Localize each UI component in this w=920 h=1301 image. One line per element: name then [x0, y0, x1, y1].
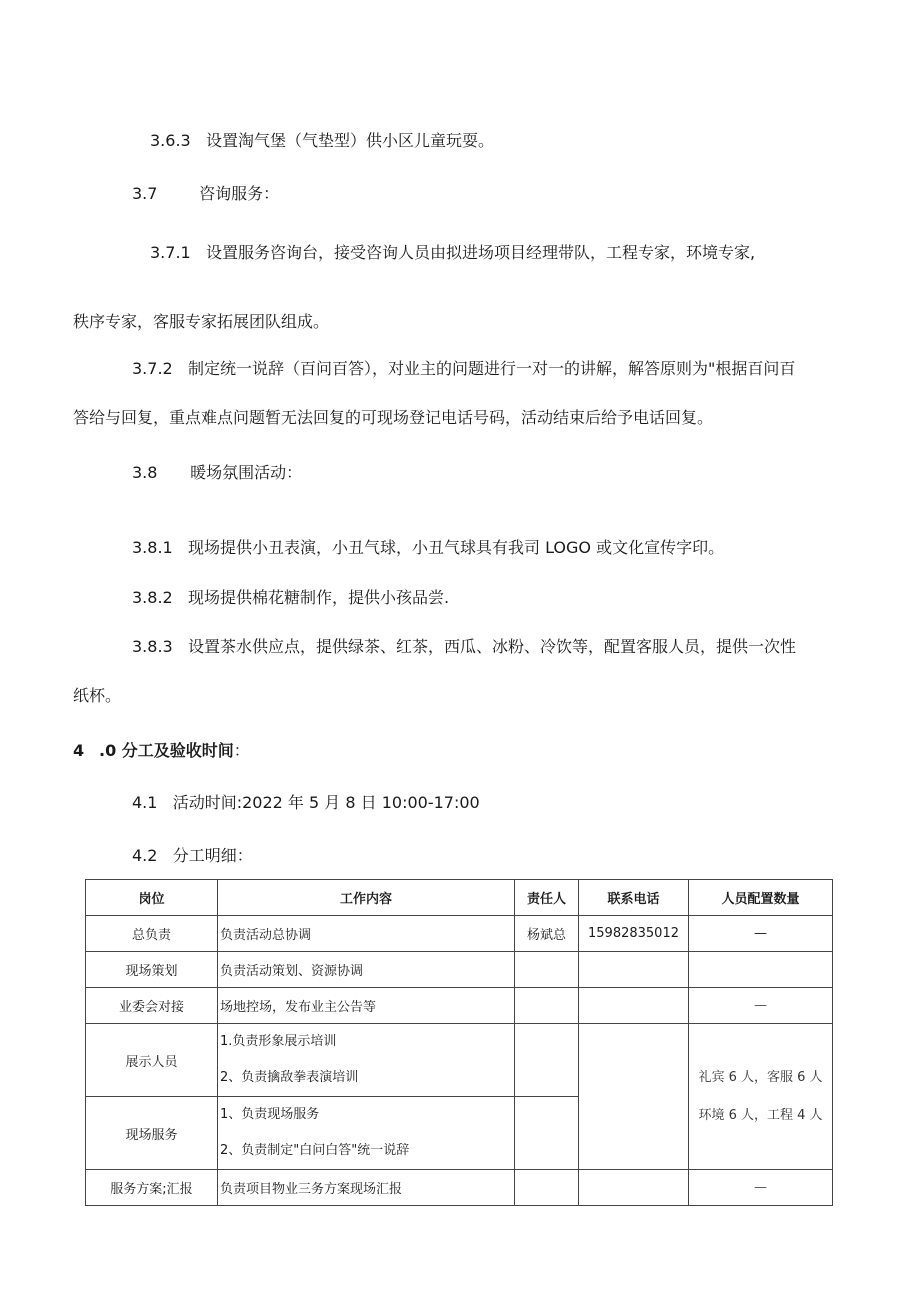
cell-person: 杨斌总	[515, 916, 579, 952]
section-number: 3.8.3	[132, 637, 173, 656]
header-phone: 联系电话	[579, 880, 689, 916]
cell-person	[515, 1170, 579, 1206]
paragraph-3-7-1	[150, 242, 755, 264]
cell-person	[515, 952, 579, 988]
paragraph-3-7-1-continued: 秩序专家，客服专家拓展团队组成。	[73, 312, 330, 331]
paragraph-text: 设置淘气堡（气垫型）供小区儿童玩耍。	[205, 131, 494, 150]
paragraph-text: 咨询服务：	[199, 184, 280, 203]
section-number: 4.1	[132, 793, 158, 812]
cell-content	[218, 1097, 515, 1170]
division-of-labor-table	[85, 879, 833, 1206]
paragraph-3-8-2	[132, 587, 449, 609]
header-content: 工作内容	[218, 880, 515, 916]
section-number: 3.8.1	[132, 538, 173, 557]
cell-role: 服务方案;汇报	[86, 1170, 218, 1206]
count-line: 环境 6 人，工程 4 人	[698, 1107, 823, 1123]
paragraph-3-7-2	[132, 358, 795, 380]
paragraph-4-2	[132, 845, 253, 867]
table-row	[86, 916, 833, 952]
section-number: 3.7.2	[132, 359, 173, 378]
section-heading-4-0	[73, 740, 250, 762]
paragraph-3-7-2-continued: 答给与回复，重点难点问题暂无法回复的可现场登记电话号码，活动结束后给予电话回复。	[73, 408, 714, 427]
cell-role: 现场服务	[86, 1097, 218, 1170]
content-line: 1、负责现场服务	[220, 1107, 320, 1122]
paragraph-4-1	[132, 792, 480, 814]
content-line: 1.负责形象展示培训	[220, 1034, 337, 1049]
section-number: 3.7.1	[150, 243, 191, 262]
table-header-row	[86, 880, 833, 916]
content-line: 2、负责擒敌拳表演培训	[220, 1070, 359, 1085]
cell-role: 总负责	[86, 916, 218, 952]
paragraph-text: 活动时间:2022 年 5 月 8 日 10:00-17:00	[172, 793, 480, 812]
header-role: 岗位	[86, 880, 218, 916]
paragraph-text: 设置服务咨询台，接受咨询人员由拟进场项目经理带队，工程专家，环境专家,	[205, 243, 756, 262]
table-row	[86, 1024, 833, 1097]
paragraph-text: 现场提供棉花糖制作，提供小孩品尝.	[187, 588, 450, 607]
content-line: 2、负责制定"白问白答"统一说辞	[220, 1143, 410, 1158]
cell-content: 负责活动策划、资源协调	[218, 952, 515, 988]
paragraph-3-8-1	[132, 537, 724, 559]
cell-role: 业委会对接	[86, 988, 218, 1024]
cell-person	[515, 1097, 579, 1170]
section-number: 4.2	[132, 846, 158, 865]
section-number: 3.8	[132, 463, 158, 482]
paragraph-3-8-3-continued: 纸杯。	[73, 686, 122, 705]
cell-person	[515, 1024, 579, 1097]
paragraph-3-8-3	[132, 636, 796, 658]
count-line: 礼宾 6 人，客服 6 人	[698, 1069, 823, 1085]
cell-count	[689, 952, 833, 988]
cell-count: —	[689, 916, 833, 952]
section-number: 3.7	[132, 184, 158, 203]
cell-phone	[579, 988, 689, 1024]
cell-role: 展示人员	[86, 1024, 218, 1097]
paragraph-text: 制定统一说辞（百问百答），对业主的问题进行一对一的讲解，解答原则为"根据百问百	[187, 359, 796, 378]
cell-phone	[579, 952, 689, 988]
cell-count: —	[689, 988, 833, 1024]
cell-person	[515, 988, 579, 1024]
heading-colon: ：	[233, 741, 250, 760]
cell-count: —	[689, 1170, 833, 1206]
paragraph-3-7	[132, 183, 279, 205]
cell-phone: 15982835012	[579, 916, 689, 952]
paragraph-text: 设置茶水供应点，提供绿茶、红茶，西瓜、冰粉、冷饮等，配置客服人员，提供一次性	[187, 637, 796, 656]
cell-content: 场地控场，发布业主公告等	[218, 988, 515, 1024]
cell-phone	[579, 1170, 689, 1206]
section-number: 3.6.3	[150, 131, 191, 150]
paragraph-text: 现场提供小丑表演，小丑气球，小丑气球具有我司 LOGO 或文化宣传字印。	[187, 538, 725, 557]
cell-phone-merged	[579, 1024, 689, 1170]
cell-content	[218, 1024, 515, 1097]
heading-text: .0 分工及验收时间	[99, 741, 234, 760]
section-number: 4	[73, 741, 85, 760]
paragraph-text: 分工明细：	[172, 846, 253, 865]
cell-content: 负责项目物业三务方案现场汇报	[218, 1170, 515, 1206]
cell-role: 现场策划	[86, 952, 218, 988]
table-row	[86, 988, 833, 1024]
paragraph-3-6-3	[150, 130, 494, 152]
table-row	[86, 1170, 833, 1206]
cell-count-merged	[689, 1024, 833, 1170]
header-person: 责任人	[515, 880, 579, 916]
section-number: 3.8.2	[132, 588, 173, 607]
header-count: 人员配置数量	[689, 880, 833, 916]
paragraph-3-8	[132, 462, 302, 484]
cell-content: 负责活动总协调	[218, 916, 515, 952]
paragraph-text: 暖场氛围活动：	[190, 463, 303, 482]
table-row	[86, 952, 833, 988]
